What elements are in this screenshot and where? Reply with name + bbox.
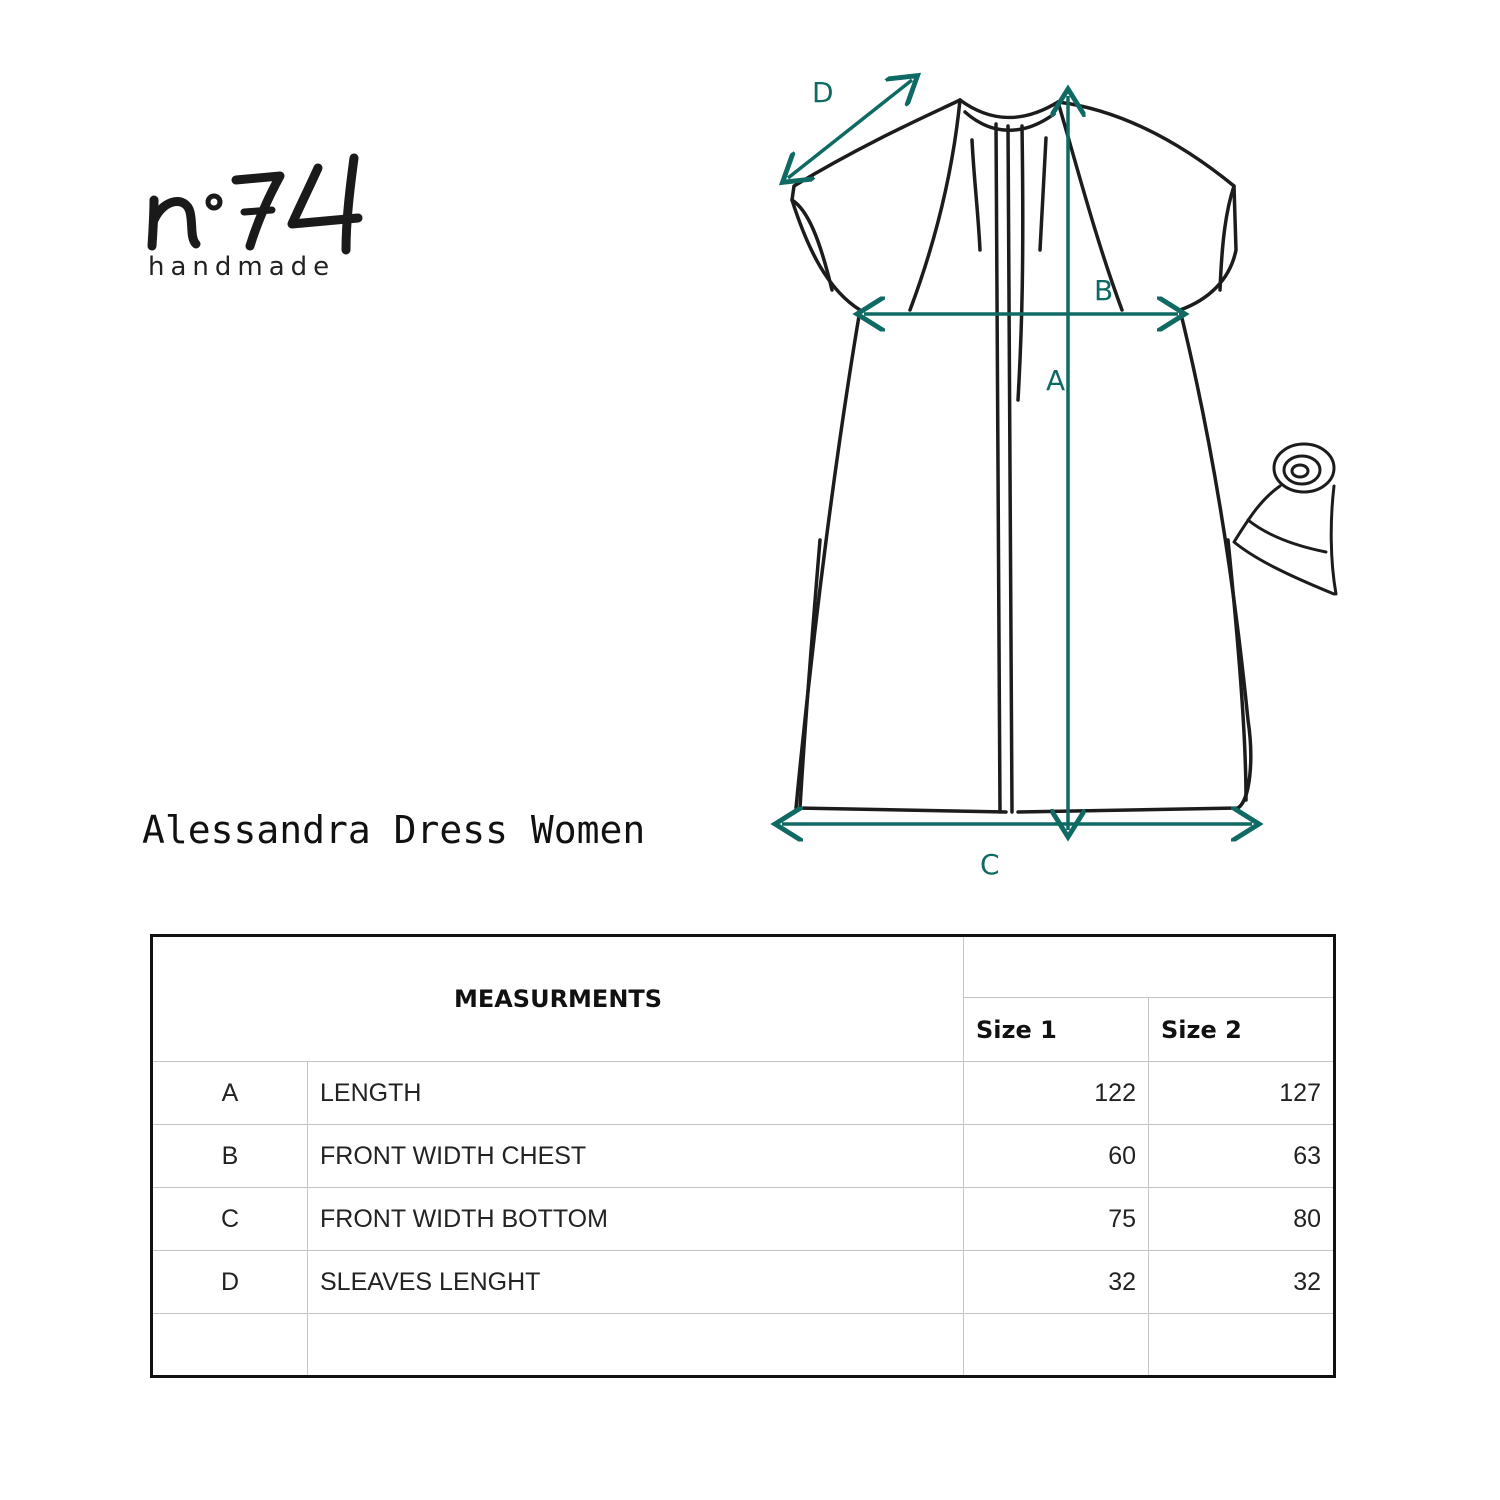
row-size2: 80 xyxy=(1149,1188,1335,1251)
arrow-d xyxy=(788,80,912,178)
row-code: B xyxy=(152,1125,308,1188)
table-heading: MEASURMENTS xyxy=(152,936,964,1062)
row-name: SLEAVES LENGHT xyxy=(308,1251,964,1314)
product-title: Alessandra Dress Women xyxy=(142,808,646,852)
table-row xyxy=(152,1062,1335,1125)
row-size1: 122 xyxy=(964,1062,1149,1125)
label-b: B xyxy=(1094,274,1114,307)
row-size1: 60 xyxy=(964,1125,1149,1188)
measurements-table xyxy=(150,934,1336,1378)
row-code: A xyxy=(152,1062,308,1125)
size1-header: Size 1 xyxy=(964,998,1149,1062)
table-row-empty xyxy=(152,1314,1335,1377)
row-code: D xyxy=(152,1251,308,1314)
row-size2: 127 xyxy=(1149,1062,1335,1125)
size2-header: Size 2 xyxy=(1149,998,1335,1062)
row-size2: 32 xyxy=(1149,1251,1335,1314)
row-name: LENGTH xyxy=(308,1062,964,1125)
row-size1: 32 xyxy=(964,1251,1149,1314)
row-code: C xyxy=(152,1188,308,1251)
label-c: C xyxy=(980,848,1000,881)
label-d: D xyxy=(812,76,834,109)
dress-drawing-icon xyxy=(760,60,1360,900)
table-row xyxy=(152,1188,1335,1251)
logo-subtitle: handmade xyxy=(148,252,336,282)
brand-logo xyxy=(140,140,380,290)
dress-diagram xyxy=(760,60,1360,900)
table-row xyxy=(152,1251,1335,1314)
row-size1: 75 xyxy=(964,1188,1149,1251)
row-name: FRONT WIDTH BOTTOM xyxy=(308,1188,964,1251)
row-name: FRONT WIDTH CHEST xyxy=(308,1125,964,1188)
header-spacer xyxy=(964,936,1335,998)
row-size2: 63 xyxy=(1149,1125,1335,1188)
table-row xyxy=(152,1125,1335,1188)
logo-mark-icon xyxy=(140,140,380,260)
label-a: A xyxy=(1046,364,1066,397)
